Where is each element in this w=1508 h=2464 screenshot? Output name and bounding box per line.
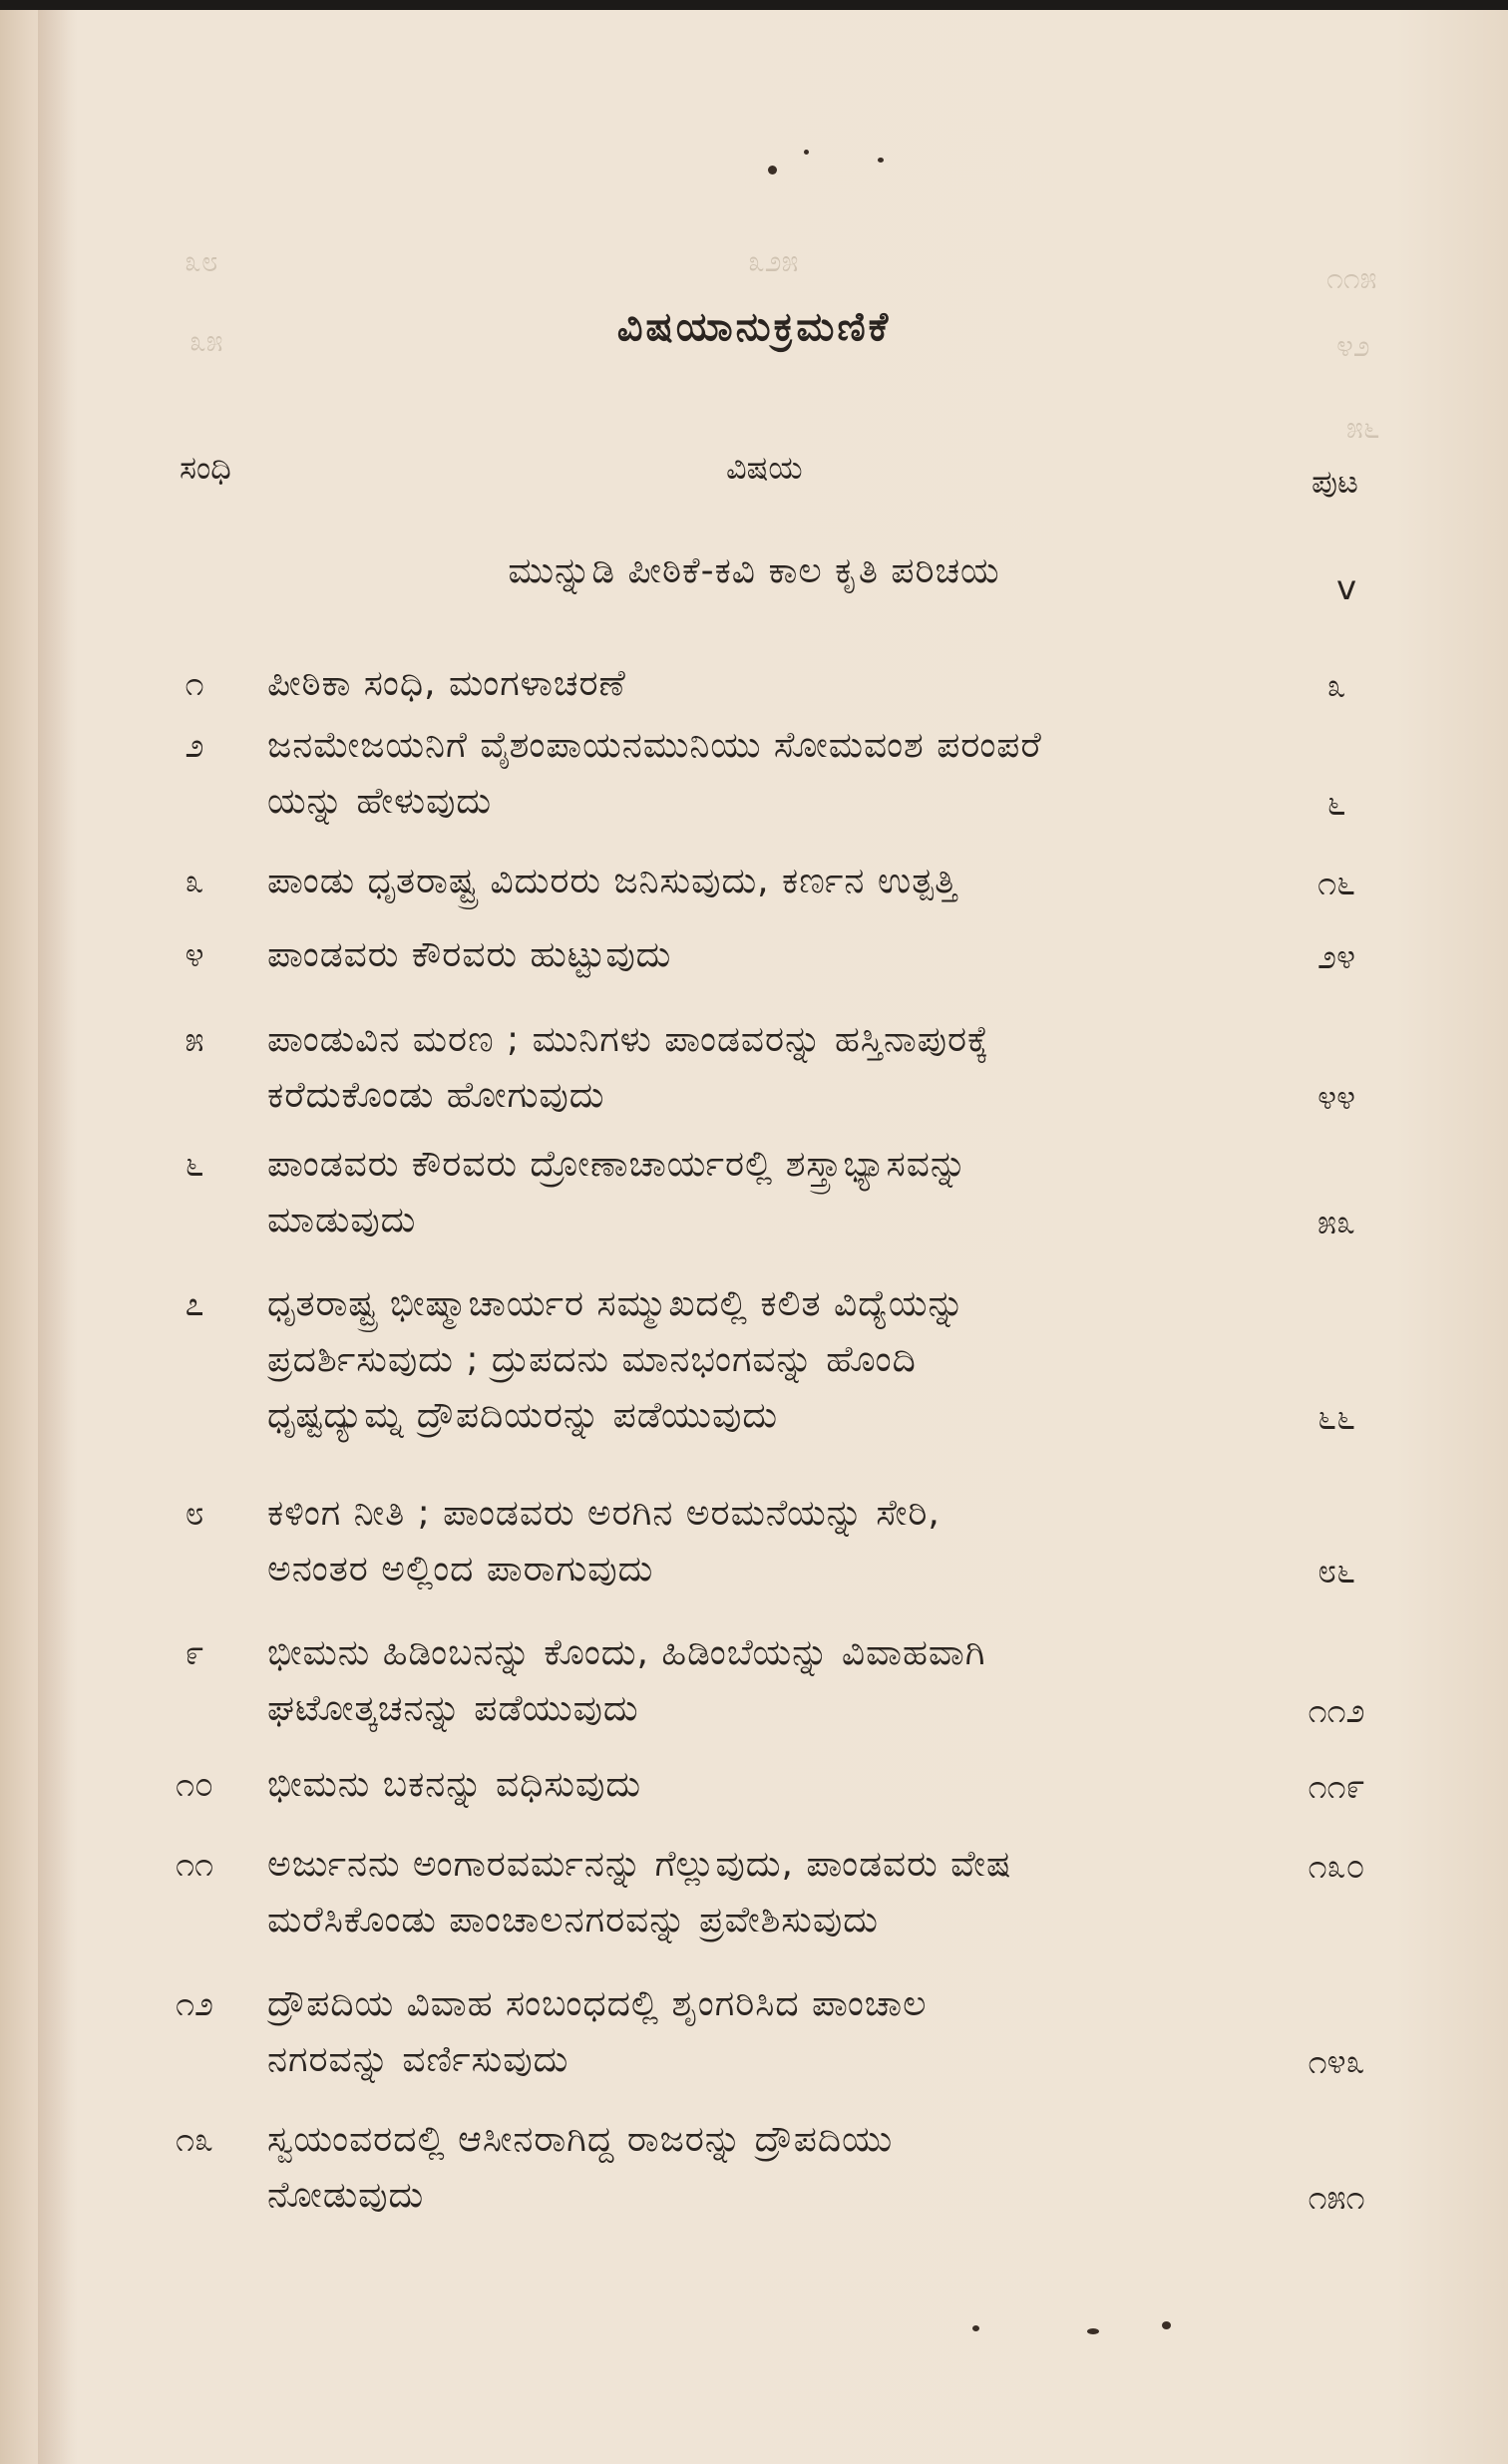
entry-page-number: ೮೬ — [1317, 1552, 1356, 1591]
paper-spot — [972, 2325, 979, 2331]
entry-number: ೧೨ — [175, 1984, 214, 2024]
entry-text — [267, 1486, 1165, 1597]
entry-number: ೩ — [185, 862, 204, 901]
entry-text — [267, 2112, 1165, 2224]
show-through-mark: ೩೨೫ — [748, 244, 799, 279]
entry-text-line: ಮರೆಸಿಕೊಂಡು ಪಾಂಚಾಲನಗರವನ್ನು ಪ್ರವೇಶಿಸುವುದು — [267, 1900, 879, 1940]
page-title: ವಿಷಯಾನುಕ್ರಮಣಿಕೆ — [616, 304, 892, 350]
entry-text-line: ಧೃಷ್ಟದ್ಯುಮ್ನ ದ್ರೌಪದಿಯರನ್ನು ಪಡೆಯುವುದು — [267, 1395, 779, 1436]
entry-text-line: ಪಾಂಡು ಧೃತರಾಷ್ಟ್ರ ವಿದುರರು ಜನಿಸುವುದು, ಕರ್ಣನ ಉತ್ಪತ್ತಿ — [267, 861, 958, 901]
book-spine-shadow — [38, 0, 78, 2464]
entry-text — [267, 1757, 1165, 1813]
column-header-puta: ಪುಟ — [1312, 463, 1358, 501]
entry-number: ೮ — [185, 1494, 204, 1534]
entry-page-number: ೫೩ — [1317, 1203, 1356, 1242]
entry-text-line: ದ್ರೌಪದಿಯ ವಿವಾಹ ಸಂಬಂಧದಲ್ಲಿ ಶೃಂಗರಿಸಿದ ಪಾಂಚಾಲ — [267, 1983, 928, 2024]
entry-text-line: ಕಳಿಂಗ ನೀತಿ ; ಪಾಂಡವರು ಅರಗಿನ ಅರಮನೆಯನ್ನು ಸೇರಿ, — [267, 1493, 941, 1534]
entry-text-line: ಘಟೋತ್ಕಚನನ್ನು ಪಡೆಯುವುದು — [267, 1688, 639, 1729]
entry-page-number: ೪೪ — [1317, 1078, 1356, 1118]
entry-page-number: ೧೩೦ — [1308, 1847, 1365, 1887]
entry-page-number: ೩ — [1326, 666, 1346, 706]
entry-text-line: ಜನಮೇಜಯನಿಗೆ ವೈಶಂಪಾಯನಮುನಿಯು ಸೋಮವಂಶ ಪರಂಪರೆ — [267, 725, 1042, 766]
column-header-vishaya: ವಿಷಯ — [726, 449, 803, 487]
entry-text-line: ಪೀಠಿಕಾ ಸಂಧಿ, ಮಂಗಳಾಚರಣೆ — [267, 663, 626, 704]
entry-text-line: ಪಾಂಡುವಿನ ಮರಣ ; ಮುನಿಗಳು ಪಾಂಡವರನ್ನು ಹಸ್ತಿನಾಪುರಕ್ಕೆ — [267, 1019, 990, 1060]
entry-number: ೭ — [185, 1284, 204, 1324]
entry-number: ೧೧ — [175, 1845, 214, 1885]
show-through-mark: ೩೫ — [189, 324, 223, 359]
entry-page-number: ೬೬ — [1317, 1398, 1356, 1438]
entry-number: ೪ — [185, 935, 204, 975]
entry-text-line: ಭೀಮನು ಹಿಡಿಂಬನನ್ನು ಕೊಂದು, ಹಿಡಿಂಬೆಯನ್ನು ವಿವಾಹವಾಗಿ — [267, 1632, 986, 1673]
entry-text-line: ಪ್ರದರ್ಶಿಸುವುದು ; ದ್ರುಪದನು ಮಾನಭಂಗವನ್ನು ಹೊಂದಿ — [267, 1339, 917, 1380]
entry-number: ೫ — [185, 1020, 204, 1060]
entry-text — [267, 1276, 1165, 1444]
paper-spot — [768, 166, 777, 175]
entry-text-line: ಅರ್ಜುನನು ಅಂಗಾರವರ್ಮನನ್ನು ಗೆಲ್ಲುವುದು, ಪಾಂಡವರು ವೇಷ — [267, 1844, 1012, 1885]
show-through-mark: ೧೧೫ — [1326, 261, 1377, 296]
entry-number: ೬ — [185, 1145, 204, 1185]
entry-number: ೨ — [185, 726, 204, 766]
entry-page-number: ೧೫೧ — [1308, 2178, 1365, 2218]
entry-text — [267, 927, 1165, 983]
entry-text — [267, 1837, 1165, 1948]
entry-page-number: ೬ — [1326, 784, 1346, 824]
entry-text-line: ಸ್ವಯಂವರದಲ್ಲಿ ಆಸೀನರಾಗಿದ್ದ ರಾಜರನ್ನು ದ್ರೌಪದಿಯು — [267, 2119, 894, 2160]
entry-text — [267, 718, 1165, 830]
entry-text — [267, 1137, 1165, 1248]
entry-text-line: ನಗರವನ್ನು ವರ್ಣಿಸುವುದು — [267, 2039, 569, 2080]
show-through-mark: ೩೮ — [185, 244, 218, 279]
column-header-sandhi: ಸಂಧಿ — [180, 449, 231, 487]
intro-entry-page: v — [1336, 568, 1357, 608]
entry-text — [267, 1012, 1165, 1124]
entry-page-number: ೧೬ — [1317, 864, 1356, 903]
entry-text-line: ಮಾಡುವುದು — [267, 1200, 417, 1240]
entry-text — [267, 656, 1165, 712]
entry-text-line: ಪಾಂಡವರು ಕೌರವರು ಹುಟ್ಟುವುದು — [267, 934, 672, 975]
entry-text-line: ಭೀಮನು ಬಕನನ್ನು ವಧಿಸುವುದು — [267, 1764, 642, 1805]
entry-number: ೧ — [185, 664, 204, 704]
entry-text — [267, 854, 1165, 909]
entry-text — [267, 1625, 1165, 1737]
show-through-mark: ೫೬ — [1346, 411, 1380, 446]
entry-page-number: ೨೪ — [1317, 937, 1356, 977]
intro-entry-label: ಮುನ್ನುಡಿ ಪೀಠಿಕೆ-ಕವಿ ಕಾಲ ಕೃತಿ ಪರಿಚಯ — [508, 550, 1000, 591]
entry-page-number: ೧೧೯ — [1308, 1767, 1365, 1807]
entry-text — [267, 1976, 1165, 2088]
entry-text-line: ಧೃತರಾಷ್ಟ್ರ ಭೀಷ್ಮಾಚಾರ್ಯರ ಸಮ್ಮುಖದಲ್ಲಿ ಕಲಿತ ವಿದ್ಯೆಯನ್ನು — [267, 1283, 965, 1324]
entry-text-line: ಪಾಂಡವರು ಕೌರವರು ದ್ರೋಣಾಚಾರ್ಯರಲ್ಲಿ ಶಸ್ತ್ರಾಭ್ಯಾಸವನ್ನು — [267, 1144, 968, 1185]
top-edge — [0, 0, 1508, 10]
show-through-mark: ೪೨ — [1336, 329, 1370, 364]
paper-spot — [804, 150, 809, 155]
entry-number: ೧೦ — [175, 1765, 214, 1805]
entry-text-line: ನೋಡುವುದು — [267, 2175, 425, 2216]
paper-spot — [878, 158, 884, 163]
entry-number: ೧೩ — [175, 2120, 214, 2160]
entry-text-line: ಯನ್ನು ಹೇಳುವುದು — [267, 781, 493, 822]
entry-page-number: ೧೪೩ — [1308, 2042, 1365, 2082]
entry-text-line: ಅನಂತರ ಅಲ್ಲಿಂದ ಪಾರಾಗುವುದು — [267, 1549, 654, 1589]
entry-number: ೯ — [185, 1633, 204, 1673]
paper-spot — [1087, 2328, 1099, 2334]
entry-text-line: ಕರೆದುಕೊಂಡು ಹೋಗುವುದು — [267, 1075, 605, 1116]
paper-spot — [1162, 2321, 1171, 2329]
entry-page-number: ೧೧೨ — [1308, 1691, 1365, 1731]
